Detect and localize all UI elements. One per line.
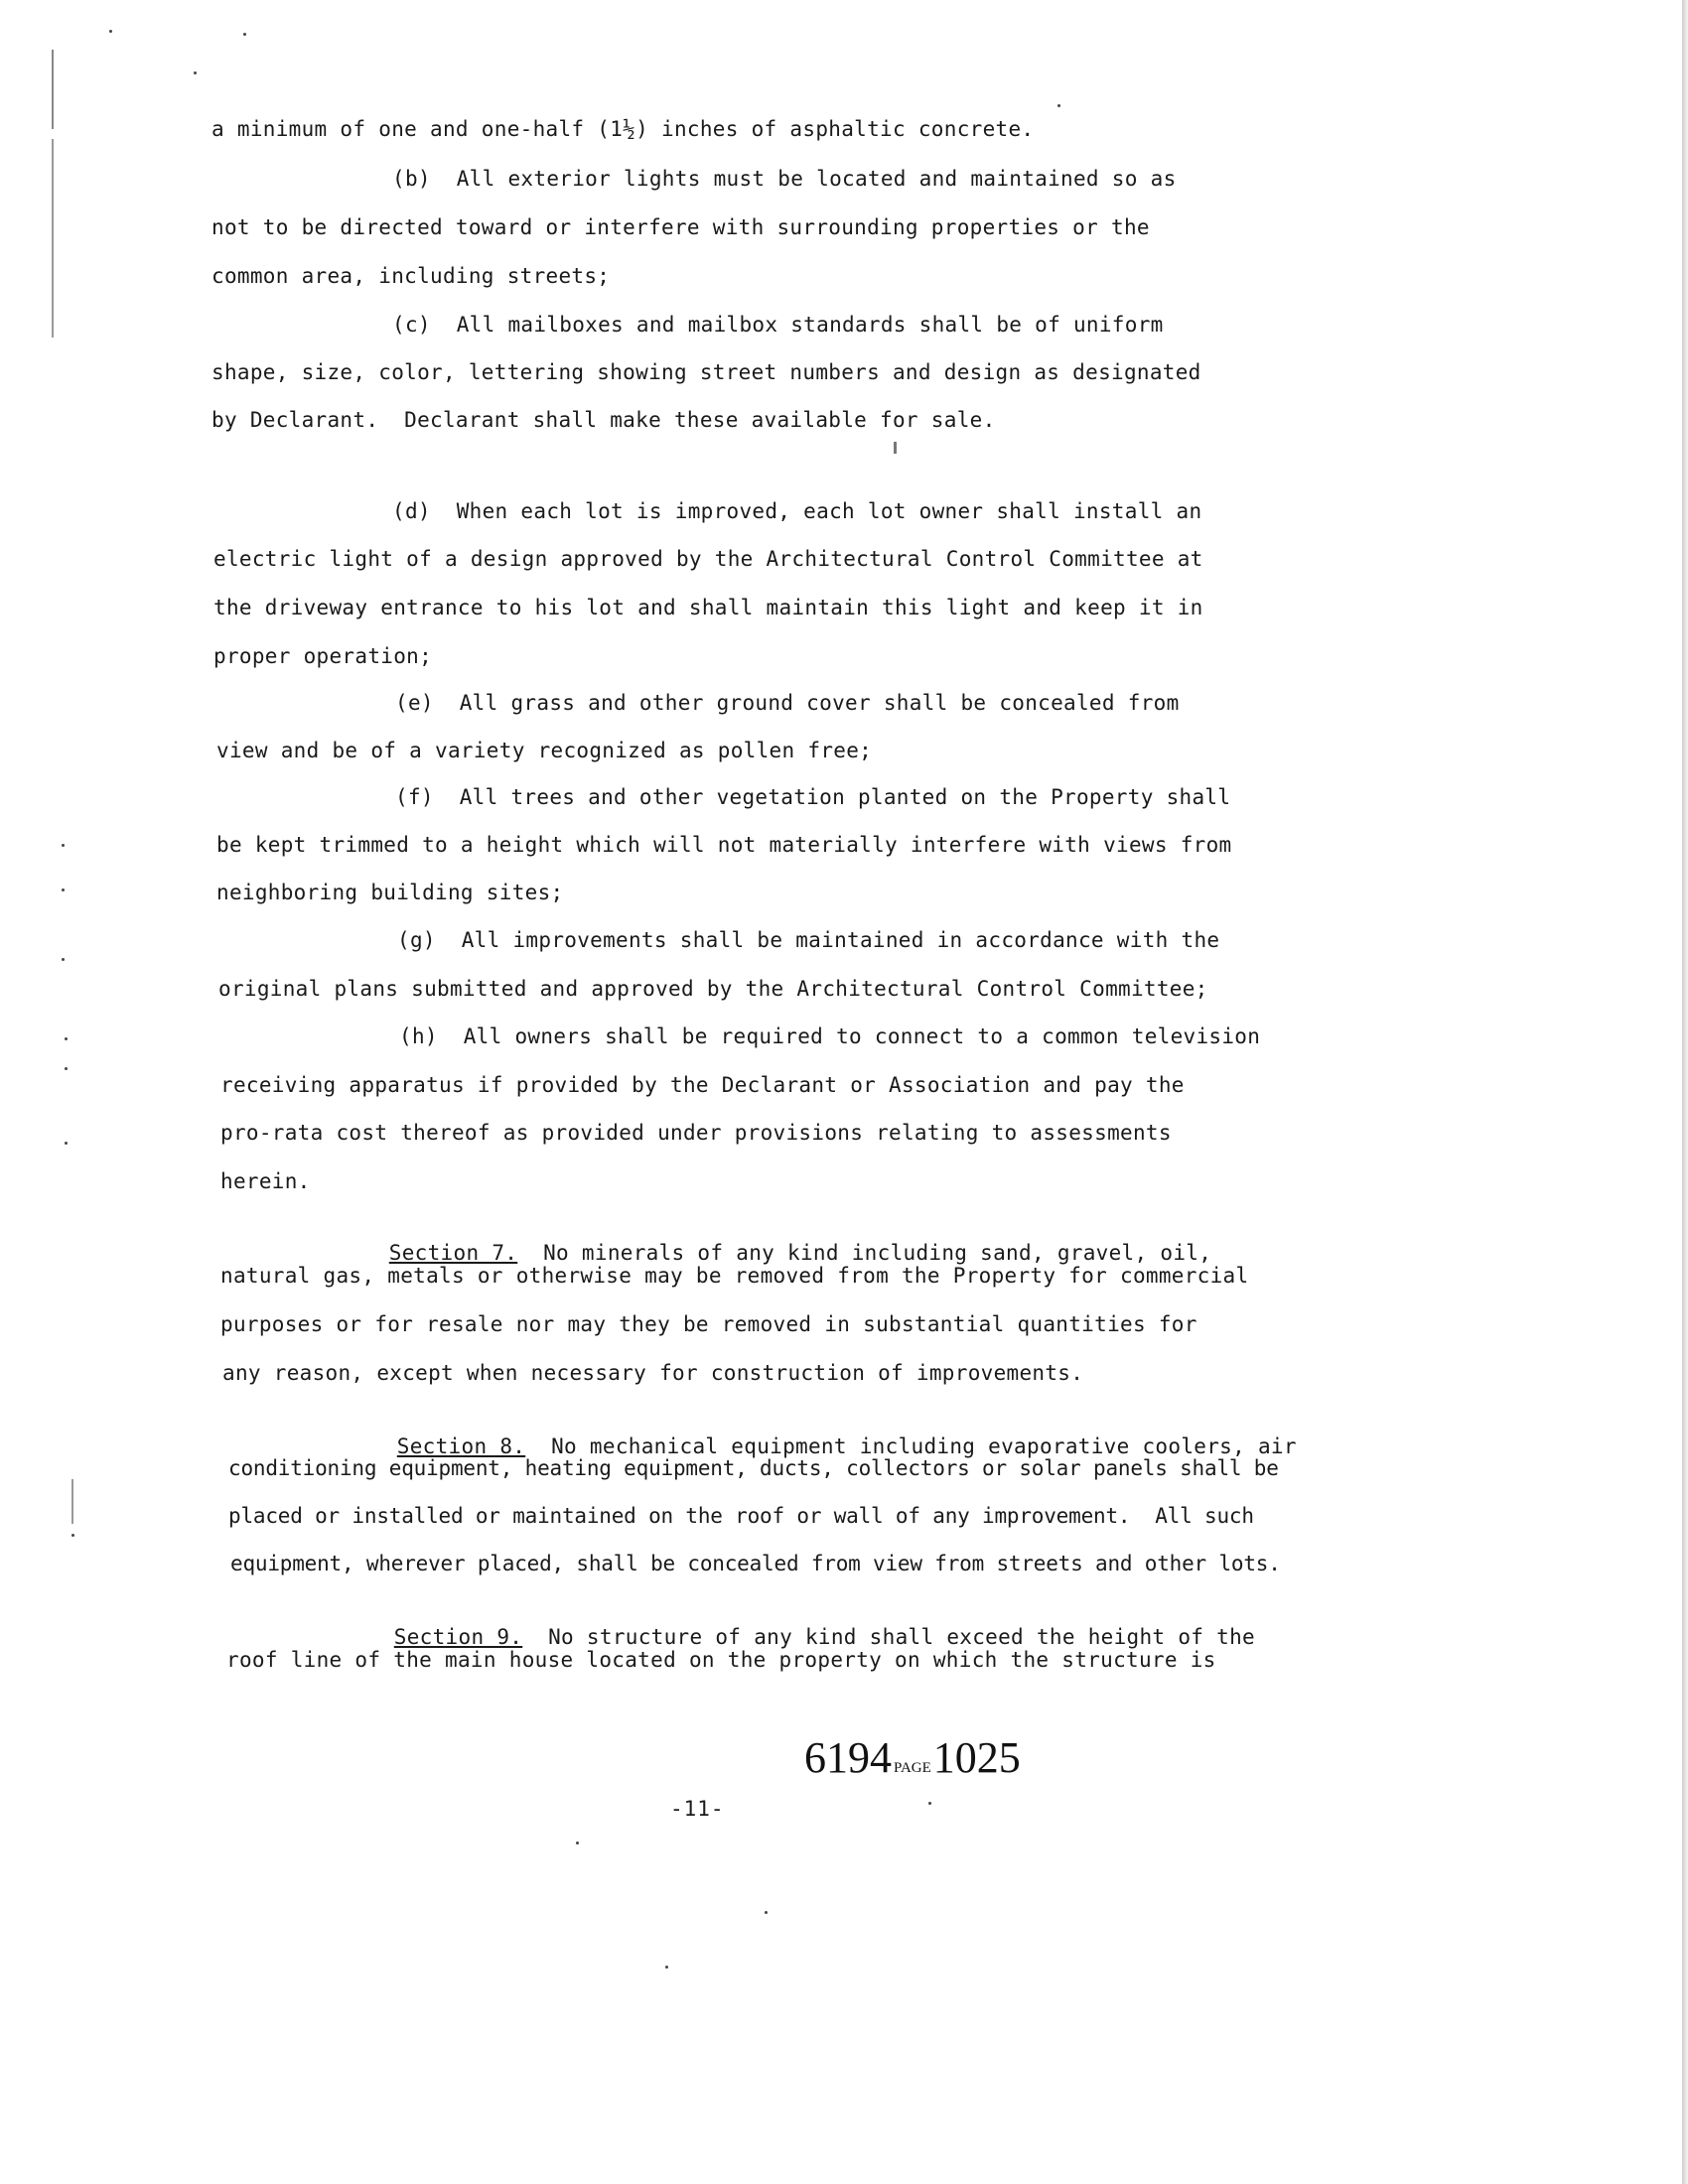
recording-stamp — [804, 1732, 1021, 1783]
text-line: by Declarant. Declarant shall make these available for sale. — [211, 408, 996, 432]
stamp-page-label: PAGE — [894, 1760, 931, 1776]
text-line: purposes or for resale nor may they be removed in substantial quantities for — [220, 1312, 1197, 1336]
text-line: shape, size, color, lettering showing street numbers and design as designated — [211, 360, 1201, 384]
section-7-heading: Section 7. — [388, 1241, 518, 1265]
text-line: equipment, wherever placed, shall be concealed from view from streets and other lots. — [230, 1552, 1281, 1575]
text-line: roof line of the main house located on the property on which the structure is — [226, 1648, 1216, 1672]
text-line: proper operation; — [213, 644, 433, 668]
clause-c: (c) All mailboxes and mailbox standards shall be of uniform — [392, 313, 1164, 337]
page-number: -11- — [670, 1797, 725, 1821]
text-line: any reason, except when necessary for construction of improvements. — [222, 1361, 1084, 1385]
clause-e: (e) All grass and other ground cover shall be concealed from — [395, 691, 1180, 715]
clause-b: (b) All exterior lights must be located and maintained so as — [392, 167, 1177, 191]
text-line: pro-rata cost thereof as provided under provisions relating to assessments — [220, 1121, 1172, 1145]
clause-g: (g) All improvements shall be maintained in accordance with the — [397, 928, 1220, 952]
text-line: neighboring building sites; — [216, 881, 564, 904]
text-line: be kept trimmed to a height which will not materially interfere with views from — [216, 833, 1232, 857]
text-line: the driveway entrance to his lot and shall maintain this light and keep it in — [213, 596, 1203, 619]
text-line: electric light of a design approved by the Architectural Control Committee at — [213, 547, 1203, 571]
section-9-text: No structure of any kind shall exceed the height of the — [522, 1625, 1255, 1649]
text-line: common area, including streets; — [211, 264, 611, 288]
section-9-heading: Section 9. — [393, 1625, 523, 1649]
scan-edge — [1682, 0, 1688, 2184]
text-line: a minimum of one and one-half (1½) inches of asphaltic concrete. — [211, 117, 1035, 141]
stamp-book-number: 6194 — [804, 1733, 892, 1782]
text-line: original plans submitted and approved by the Architectural Control Committee; — [218, 977, 1208, 1001]
text-line: natural gas, metals or otherwise may be removed from the Property for commercial — [220, 1264, 1249, 1288]
text-line: herein. — [220, 1169, 311, 1193]
text-line: view and be of a variety recognized as pollen free; — [216, 739, 873, 762]
text-line: conditioning equipment, heating equipment, ducts, collectors or solar panels shall be — [228, 1456, 1279, 1480]
text-line: not to be directed toward or interfere with surrounding properties or the — [211, 215, 1150, 239]
section-8-text: No mechanical equipment including evaporative coolers, air — [525, 1434, 1297, 1458]
section-8-heading: Section 8. — [396, 1434, 526, 1458]
clause-f: (f) All trees and other vegetation planted on the Property shall — [395, 785, 1231, 809]
text-line: placed or installed or maintained on the roof or wall of any improvement. All such — [228, 1504, 1254, 1528]
clause-d: (d) When each lot is improved, each lot owner shall install an — [392, 499, 1202, 523]
text-line: receiving apparatus if provided by the Declarant or Association and pay the — [220, 1073, 1185, 1097]
stamp-page-number: 1025 — [932, 1733, 1021, 1782]
section-7-text: No minerals of any kind including sand, gravel, oil, — [517, 1241, 1212, 1265]
clause-h: (h) All owners shall be required to connect to a common television — [399, 1024, 1261, 1048]
